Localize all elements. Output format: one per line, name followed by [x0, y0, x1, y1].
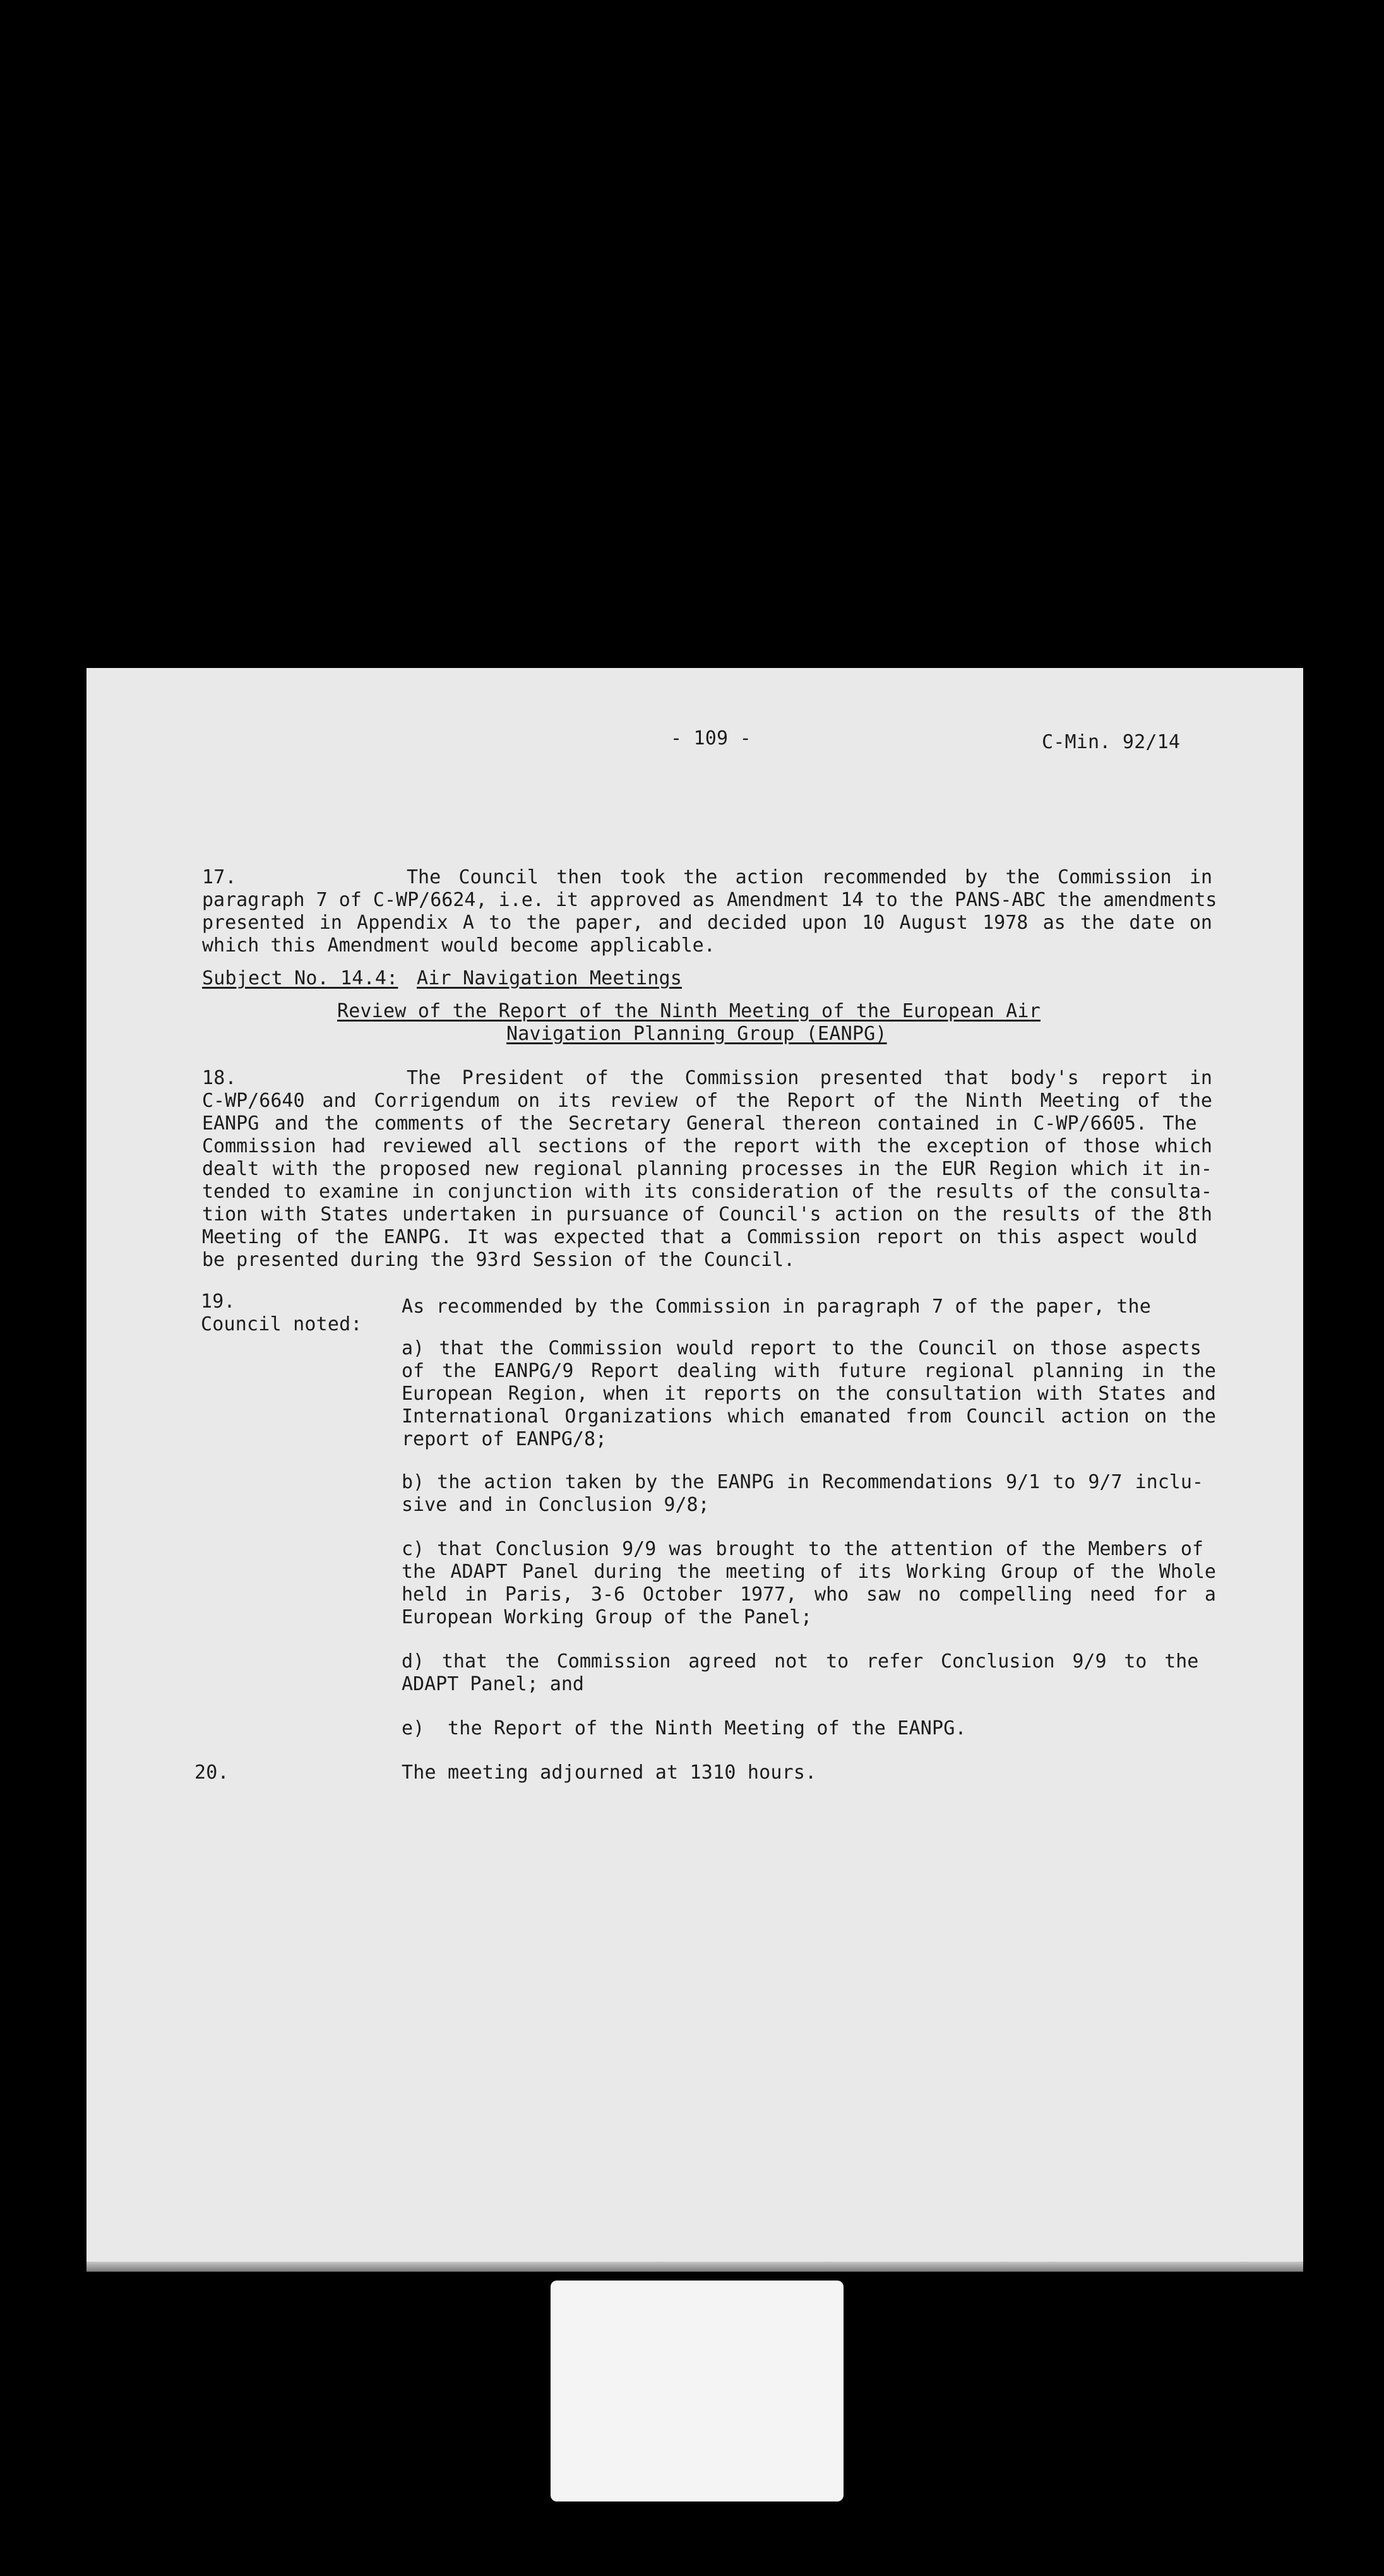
para-17-text: [202, 866, 1217, 957]
item-d-line: d) that the Commission agreed not to refer Conclusion 9/9 to the: [402, 1650, 1199, 1673]
item-c-line: c) that Conclusion 9/9 was brought to the attention of the Members of: [402, 1538, 1203, 1560]
item-c-line: the ADAPT Panel during the meeting of its Working Group of the Whole: [402, 1561, 1216, 1583]
item-c-line: held in Paris, 3-6 October 1977, who saw no compelling need for a: [402, 1583, 1216, 1606]
para-18-line: be presented during the 93rd Session of the Council.: [202, 1249, 796, 1271]
item-d-line: ADAPT Panel; and: [402, 1673, 584, 1695]
item-b-line: sive and in Conclusion 9/8;: [402, 1494, 710, 1516]
subject-label: Subject No. 14.4:: [202, 967, 398, 989]
item-c-line: European Working Group of the Panel;: [402, 1606, 813, 1628]
subject-subtitle: Review of the Report of the Ninth Meeting of the European Air: [337, 1000, 1041, 1022]
para-19-item-a: [402, 1337, 1216, 1451]
item-a-line: European Region, when it reports on the consultation with States and: [402, 1383, 1216, 1405]
item-a-line: International Organizations which emanated from Council action on the: [402, 1405, 1216, 1428]
para-20-text: The meeting adjourned at 1310 hours.: [402, 1762, 817, 1784]
para-18-text: [202, 1067, 1212, 1272]
para-18-line: C-WP/6640 and Corrigendum on its review of the Report of the Ninth Meeting of the: [202, 1090, 1212, 1112]
para-17-line: paragraph 7 of C-WP/6624, i.e. it approved as Amendment 14 to the PANS-ABC the amendments: [202, 889, 1217, 911]
page-bottom-edge: [86, 2262, 1303, 2272]
page-number: - 109 -: [671, 727, 751, 749]
para-19-intro: As recommended by the Commission in paragraph 7 of the paper, the: [402, 1296, 1151, 1318]
para-18-line: tion with States undertaken in pursuance of Council's action on the results of the 8th: [202, 1203, 1212, 1225]
para-17-number: 17.: [202, 866, 237, 888]
item-a-line: of the EANPG/9 Report dealing with future regional planning in the: [402, 1360, 1216, 1382]
para-19-intro-continued: Council noted:: [201, 1313, 362, 1335]
para-18-line: Meeting of the EANPG. It was expected that a Commission report on this aspect would: [202, 1226, 1198, 1248]
para-19-item-d: [402, 1650, 1216, 1696]
para-19-item-b: [402, 1471, 1216, 1517]
para-18-number: 18.: [202, 1067, 237, 1089]
para-18-line: tended to examine in conjunction with its consideration of the results of the consulta-: [202, 1181, 1212, 1203]
para-18-line: dealt with the proposed new regional planning processes in the EUR Region which it in-: [202, 1158, 1212, 1180]
para-17-line: which this Amendment would become applicable.: [202, 934, 715, 957]
subject-title: Air Navigation Meetings: [417, 967, 683, 989]
para-18-line: The President of the Commission presented that body's report in: [407, 1067, 1212, 1089]
document-reference: C-Min. 92/14: [1042, 731, 1181, 753]
item-a-line: a) that the Commission would report to the Council on those aspects: [402, 1337, 1202, 1359]
para-18-line: EANPG and the comments of the Secretary General thereon contained in C-WP/6605. The: [202, 1112, 1197, 1135]
subject-subtitle: Navigation Planning Group (EANPG): [506, 1023, 887, 1045]
para-18-line: Commission had reviewed all sections of the report with the exception of those which: [202, 1135, 1212, 1157]
para-19-item-c: [402, 1538, 1216, 1629]
para-20-number: 20.: [194, 1762, 229, 1784]
para-19-item-e: e) the Report of the Ninth Meeting of the EANPG.: [402, 1717, 967, 1739]
para-17-line: presented in Appendix A to the paper, and decided upon 10 August 1978 as the date on: [202, 912, 1212, 934]
para-17-line: The Council then took the action recommended by the Commission in: [407, 866, 1212, 888]
item-a-line: report of EANPG/8;: [402, 1428, 607, 1450]
item-b-line: b) the action taken by the EANPG in Recommendations 9/1 to 9/7 inclu-: [402, 1471, 1203, 1493]
blank-card: [551, 2281, 844, 2501]
para-19-number: 19.: [201, 1291, 236, 1313]
